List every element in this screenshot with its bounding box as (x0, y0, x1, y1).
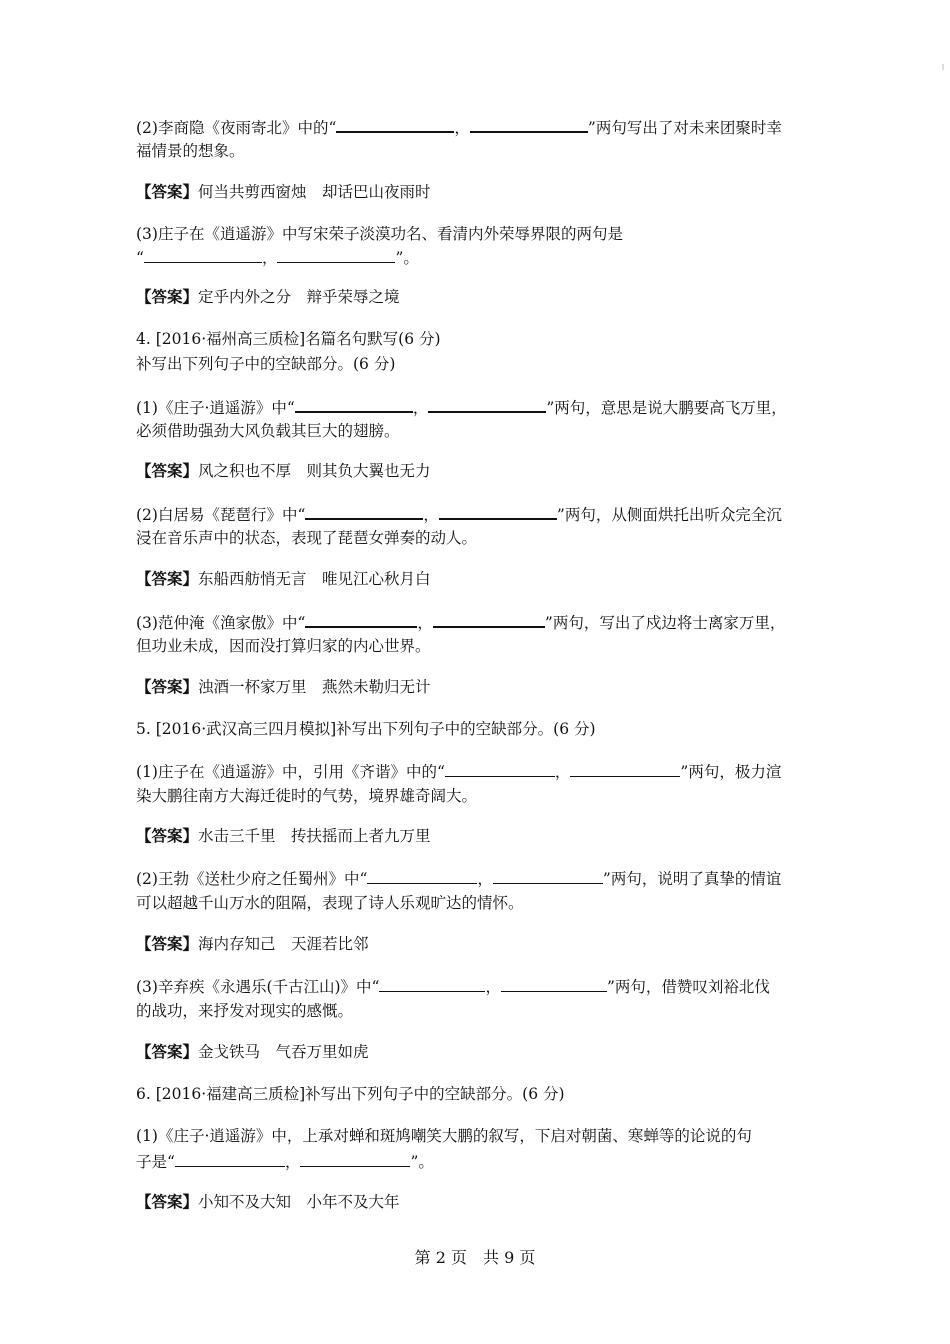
answer-tag: 【答案】 (136, 182, 199, 201)
q4-item-1-line-2: 必须借助强劲大风负载其巨大的翅膀。 (136, 422, 400, 440)
answer-blank (295, 396, 413, 413)
answer-blank (439, 503, 557, 520)
q5-item-1-line-2: 染大鹏往南方大海迁徙时的气势，境界雄奇阔大。 (136, 787, 478, 805)
answer-blank (433, 611, 545, 628)
q4-item-3-line-2: 但功业未成，因而没打算归家的内心世界。 (136, 637, 431, 655)
answer-tag: 【答案】 (136, 1042, 199, 1061)
answer-tag: 【答案】 (136, 1192, 199, 1211)
q4-answer-1: 【答案】风之积也不厚 则其负大翼也无力 (136, 461, 431, 480)
q5-item-1-line-1: (1)庄子在《逍遥游》中，引用《齐谐》中的“ ， ”两句，极力渲 (136, 763, 782, 781)
answer-tag: 【答案】 (136, 826, 199, 845)
q3-item-2-line-1: (2)李商隐《夜雨寄北》中的“ ， ”两句写出了对未来团聚时幸 (136, 116, 782, 138)
answer-blank (144, 247, 262, 263)
q3-answer-2: 【答案】何当共剪西窗烛 却话巴山夜雨时 (136, 182, 431, 201)
q4-answer-3: 【答案】浊酒一杯家万里 燕然未勒归无计 (136, 677, 431, 696)
answer-blank (493, 868, 603, 884)
q6-header: 6. [2016·福建高三质检]补写出下列句子中的空缺部分。(6 分) (136, 1085, 565, 1103)
answer-blank (305, 503, 423, 520)
answer-blank (277, 247, 395, 263)
answer-blank (175, 1151, 285, 1167)
answer-blank (336, 116, 454, 133)
q5-item-3-line-2: 的战功，来抒发对现实的感慨。 (136, 1002, 354, 1020)
q5-answer-3: 【答案】金戈铁马 气吞万里如虎 (136, 1042, 369, 1061)
answer-blank (379, 976, 485, 992)
page-corner-mark (942, 64, 944, 70)
q4-item-2-line-1: (2)白居易《琵琶行》中“ ， ”两句，从侧面烘托出听众完全沉 (136, 503, 782, 525)
answer-tag: 【答案】 (136, 461, 199, 480)
q6-answer-1: 【答案】小知不及大知 小年不及大年 (136, 1192, 400, 1211)
answer-blank (428, 396, 546, 413)
q5-item-2-line-1: (2)王勃《送杜少府之任蜀州》中“ ， ”两句，说明了真挚的情谊 (136, 870, 782, 888)
q4-intro: 补写出下列句子中的空缺部分。(6 分) (136, 355, 396, 373)
answer-blank (570, 761, 680, 777)
q4-header: 4. [2016·福州高三质检]名篇名句默写(6 分) (136, 330, 441, 348)
q5-answer-1: 【答案】水击三千里 抟扶摇而上者九万里 (136, 826, 431, 845)
answer-blank (501, 976, 607, 992)
q6-item-1-line-2: 子是“ ， ”。 (136, 1153, 434, 1171)
answer-tag: 【答案】 (136, 287, 199, 306)
q4-item-3-line-1: (3)范仲淹《渔家傲》中“ ， ”两句，写出了戍边将士离家万里， (136, 611, 785, 633)
q3-item-3-line-2: “ ， ”。 (136, 249, 419, 267)
answer-blank (445, 761, 555, 777)
page-number-footer: 第 2 页 共 9 页 (414, 1248, 536, 1267)
answer-blank (367, 868, 477, 884)
answer-tag: 【答案】 (136, 569, 199, 588)
q4-item-2-line-2: 浸在音乐声中的状态，表现了琵琶女弹奏的动人。 (136, 529, 478, 547)
answer-tag: 【答案】 (136, 934, 199, 953)
q4-item-1-line-1: (1)《庄子·逍遥游》中“ ， ”两句，意思是说大鹏要高飞万里， (136, 396, 787, 418)
q3-item-3-line-1: (3)庄子在《逍遥游》中写宋荣子淡漠功名、看清内外荣辱界限的两句是 (136, 225, 623, 243)
answer-blank (300, 1151, 410, 1167)
q4-answer-2: 【答案】东船西舫悄无言 唯见江心秋月白 (136, 569, 431, 588)
q3-answer-3: 【答案】定乎内外之分 辩乎荣辱之境 (136, 287, 400, 306)
answer-blank (470, 116, 588, 133)
q3-item-2-line-2: 福情景的想象。 (136, 142, 245, 160)
answer-blank (305, 611, 417, 628)
q5-header: 5. [2016·武汉高三四月模拟]补写出下列句子中的空缺部分。(6 分) (136, 720, 596, 738)
answer-tag: 【答案】 (136, 677, 199, 696)
q5-answer-2: 【答案】海内存知己 天涯若比邻 (136, 934, 369, 953)
q5-item-2-line-2: 可以超越千山万水的阻隔，表现了诗人乐观旷达的情怀。 (136, 894, 524, 912)
q5-item-3-line-1: (3)辛弃疾《永遇乐(千古江山)》中“ ， ”两句，借赞叹刘裕北伐 (136, 978, 770, 996)
q6-item-1-line-1: (1)《庄子·逍遥游》中，上承对蝉和斑鸠嘲笑大鹏的叙写，下启对朝菌、寒蝉等的论说的句 (136, 1127, 752, 1145)
